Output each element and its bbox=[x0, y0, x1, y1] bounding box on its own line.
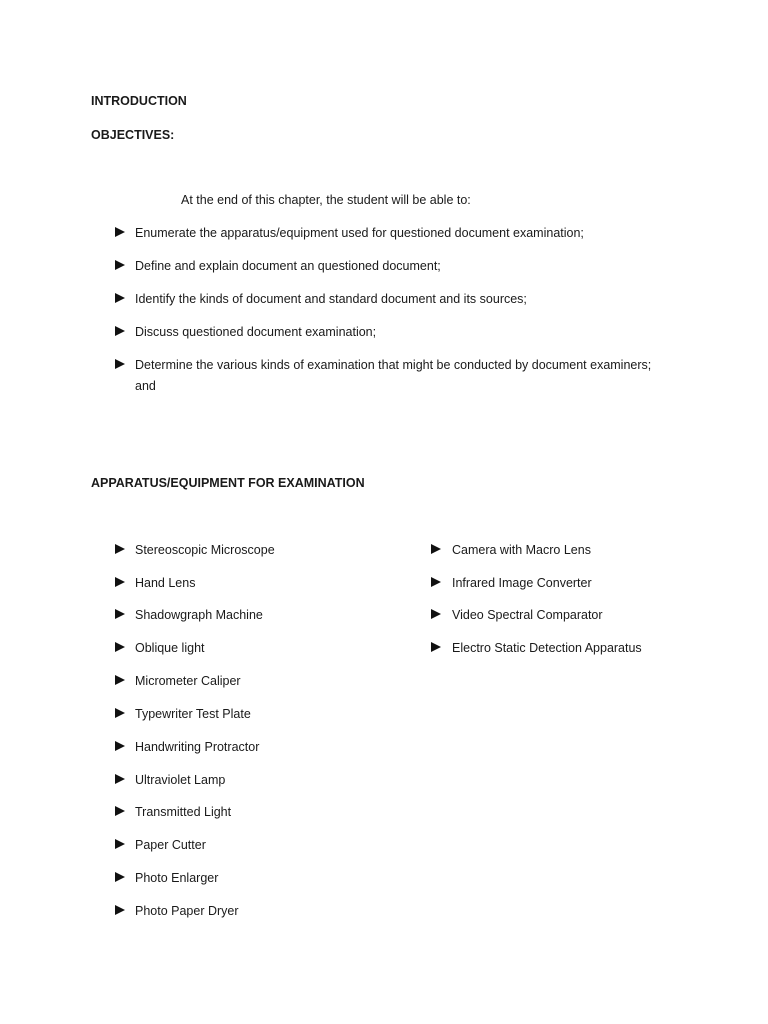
apparatus-item: Infrared Image Converter bbox=[452, 576, 592, 590]
apparatus-item: Video Spectral Comparator bbox=[452, 608, 603, 622]
apparatus-item: Ultraviolet Lamp bbox=[135, 773, 226, 787]
heading-objectives: OBJECTIVES: bbox=[91, 128, 175, 142]
objective-item: Determine the various kinds of examination that might be conducted by document examiners; bbox=[135, 358, 652, 372]
heading-apparatus: APPARATUS/EQUIPMENT FOR EXAMINATION bbox=[91, 476, 365, 490]
apparatus-item: Photo Paper Dryer bbox=[135, 904, 239, 918]
bullet-arrow-icon bbox=[115, 227, 125, 237]
bullet-arrow-icon bbox=[431, 577, 441, 587]
bullet-arrow-icon bbox=[115, 741, 125, 751]
objective-item: Enumerate the apparatus/equipment used for questioned document examination; bbox=[135, 226, 584, 240]
apparatus-item: Stereoscopic Microscope bbox=[135, 543, 275, 557]
apparatus-item: Transmitted Light bbox=[135, 805, 232, 819]
bullet-arrow-icon bbox=[115, 642, 125, 652]
objectives-intro-text: At the end of this chapter, the student will be able to: bbox=[181, 193, 471, 207]
bullet-arrow-icon bbox=[431, 642, 441, 652]
apparatus-item: Paper Cutter bbox=[135, 838, 206, 852]
objective-continuation: and bbox=[135, 379, 156, 393]
bullet-arrow-icon bbox=[115, 675, 125, 685]
objective-item: Discuss questioned document examination; bbox=[135, 325, 377, 339]
bullet-arrow-icon bbox=[115, 577, 125, 587]
bullet-arrow-icon bbox=[115, 872, 125, 882]
bullet-arrow-icon bbox=[115, 806, 125, 816]
apparatus-item: Handwriting Protractor bbox=[135, 740, 260, 754]
apparatus-item: Typewriter Test Plate bbox=[135, 707, 251, 721]
apparatus-item: Hand Lens bbox=[135, 576, 196, 590]
apparatus-item: Micrometer Caliper bbox=[135, 674, 241, 688]
bullet-arrow-icon bbox=[115, 260, 125, 270]
bullet-arrow-icon bbox=[115, 839, 125, 849]
apparatus-item: Photo Enlarger bbox=[135, 871, 219, 885]
bullet-arrow-icon bbox=[431, 609, 441, 619]
objective-item: Define and explain document an questioned document; bbox=[135, 259, 441, 273]
bullet-arrow-icon bbox=[115, 609, 125, 619]
apparatus-item: Shadowgraph Machine bbox=[135, 608, 263, 622]
bullet-arrow-icon bbox=[115, 326, 125, 336]
objective-item: Identify the kinds of document and standard document and its sources; bbox=[135, 292, 527, 306]
bullet-arrow-icon bbox=[115, 708, 125, 718]
apparatus-item: Oblique light bbox=[135, 641, 205, 655]
bullet-arrow-icon bbox=[431, 544, 441, 554]
apparatus-item: Electro Static Detection Apparatus bbox=[452, 641, 642, 655]
heading-introduction: INTRODUCTION bbox=[91, 94, 187, 108]
bullet-arrow-icon bbox=[115, 359, 125, 369]
bullet-arrow-icon bbox=[115, 905, 125, 915]
bullet-arrow-icon bbox=[115, 293, 125, 303]
bullet-arrow-icon bbox=[115, 544, 125, 554]
bullet-arrow-icon bbox=[115, 774, 125, 784]
apparatus-item: Camera with Macro Lens bbox=[452, 543, 591, 557]
